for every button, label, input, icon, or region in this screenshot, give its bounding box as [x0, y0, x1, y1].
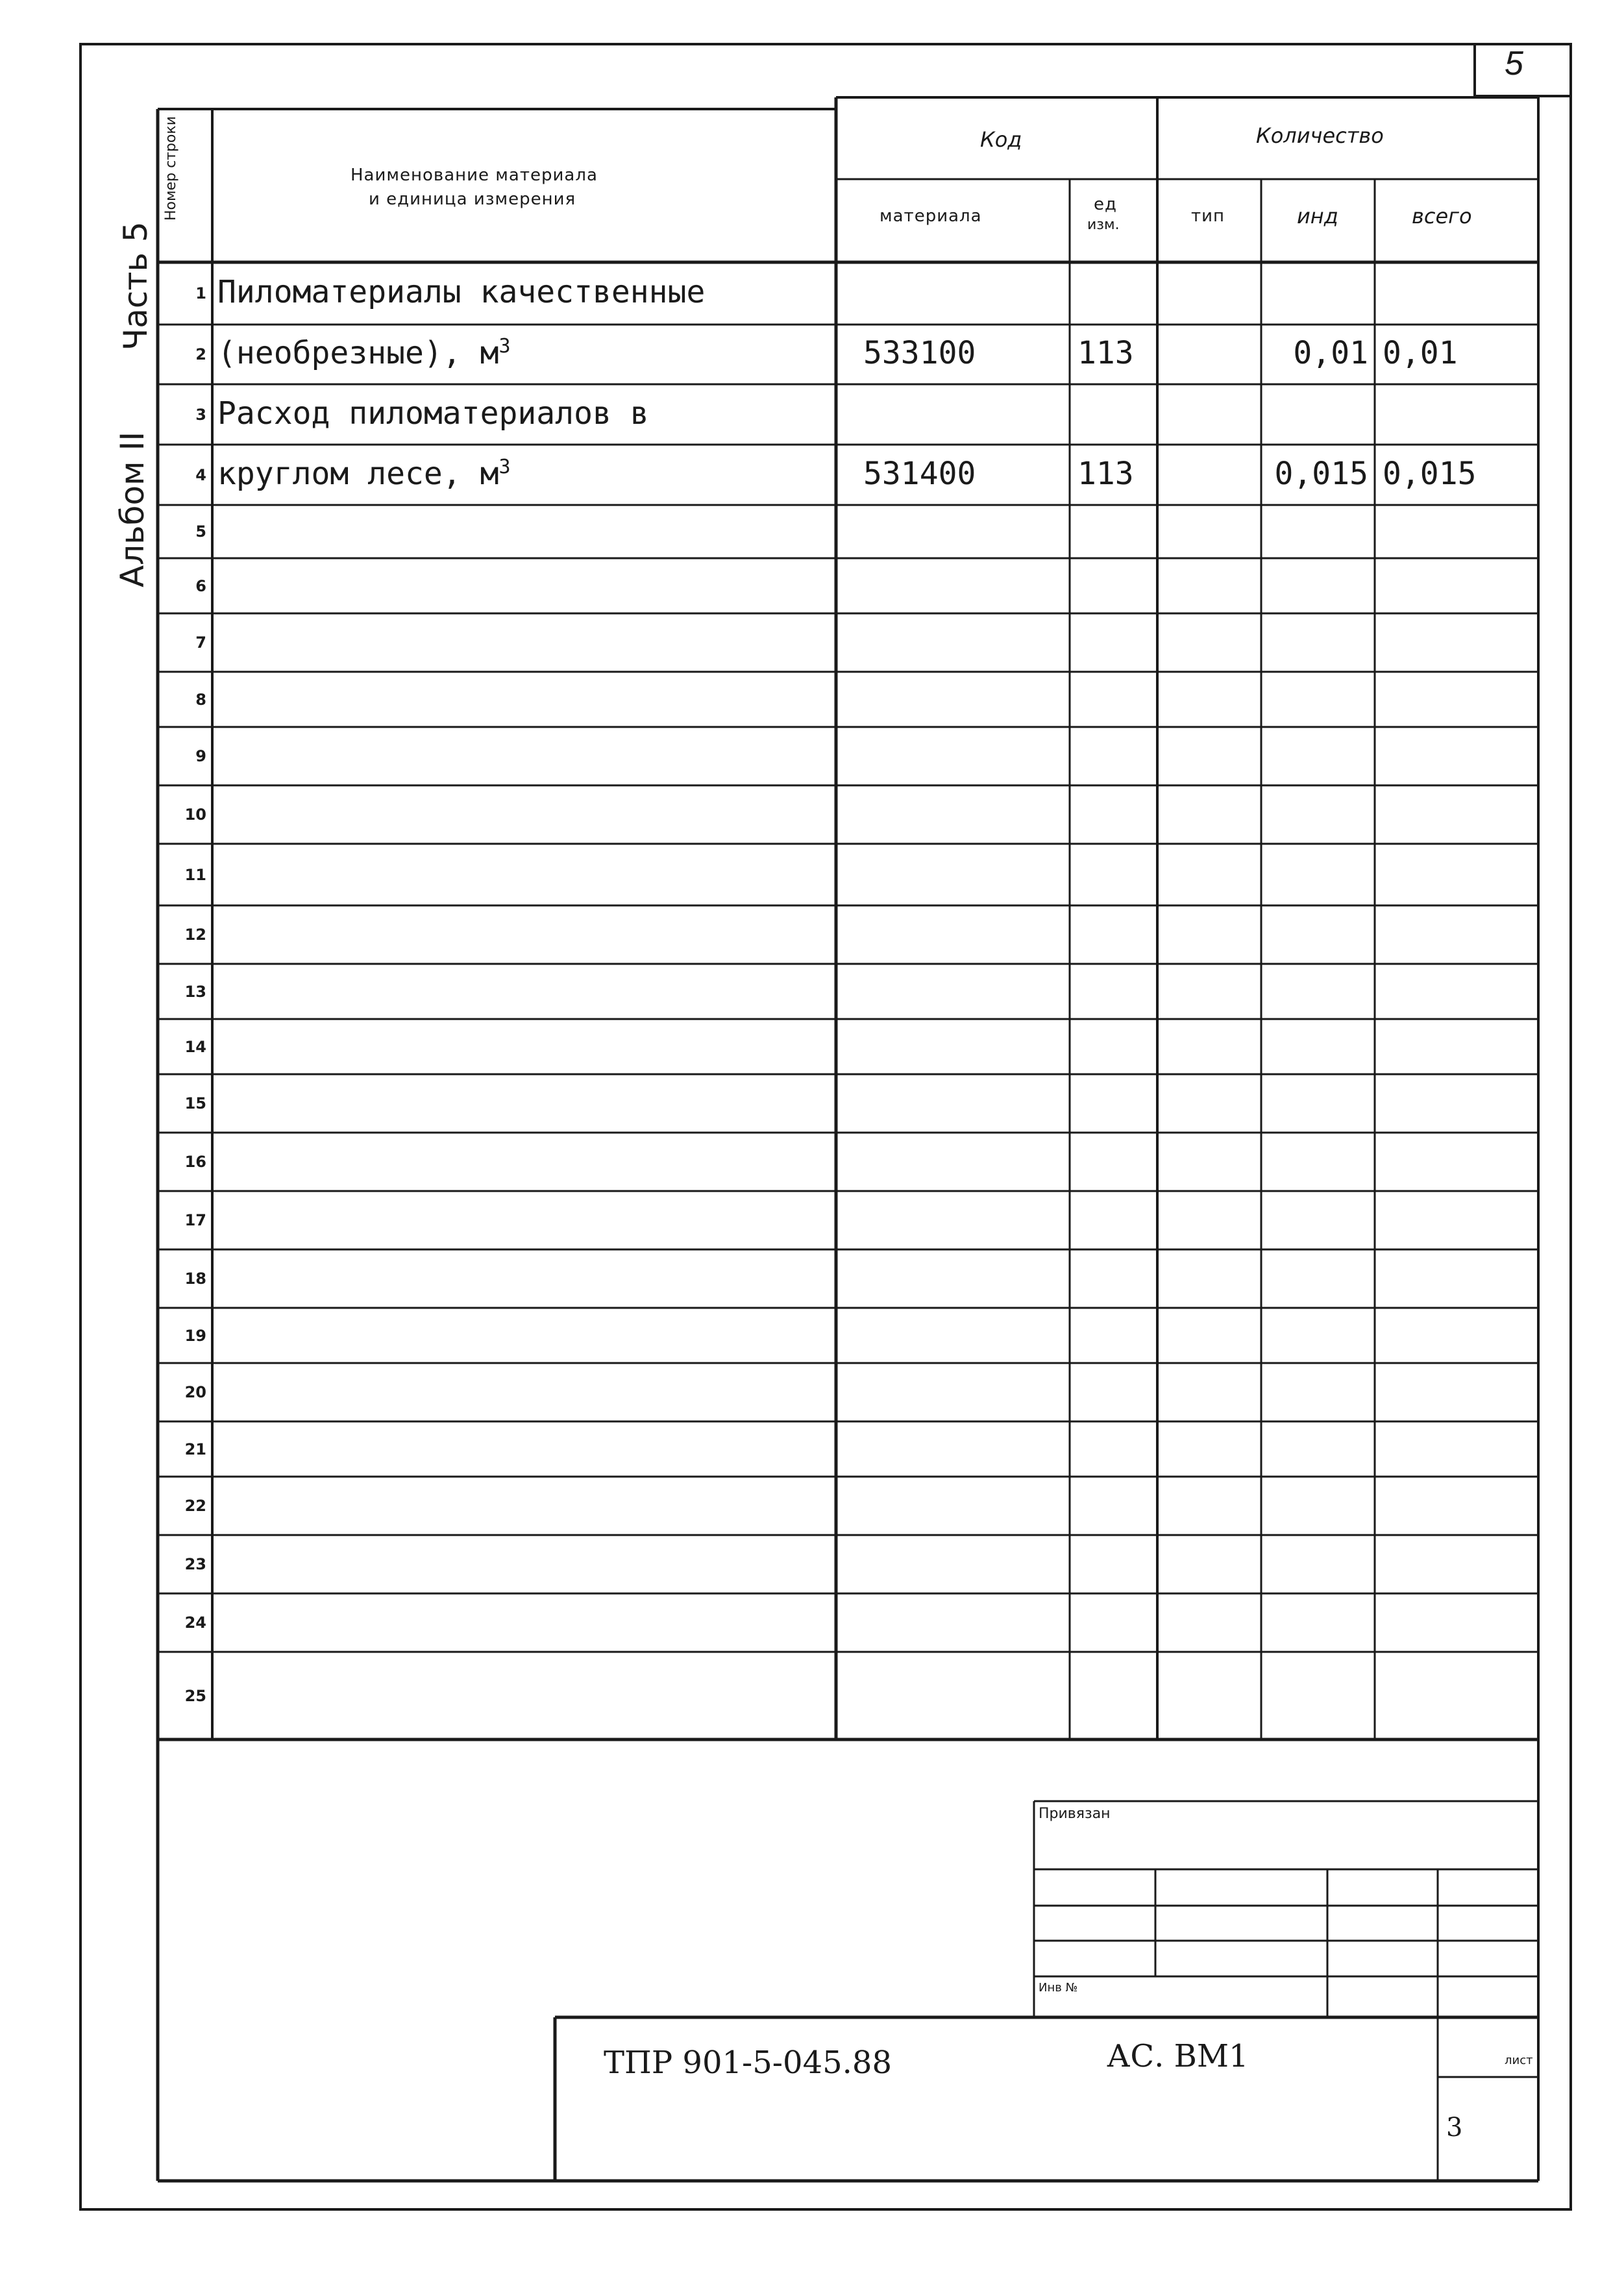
unit-superscript: 3	[498, 455, 511, 478]
row-number: 7	[195, 633, 206, 652]
row-number: 16	[184, 1153, 206, 1171]
row-number: 22	[184, 1497, 206, 1515]
row-number: 18	[184, 1270, 206, 1288]
row-number-header: Номер строки	[163, 116, 179, 221]
name-header-line2: и единица измерения	[369, 190, 576, 209]
row-number: 10	[184, 805, 206, 824]
row-number: 4	[195, 465, 206, 484]
row-number: 20	[184, 1383, 206, 1401]
unit-superscript: 3	[498, 335, 511, 358]
page-number: 5	[1505, 45, 1523, 82]
row-number: 19	[184, 1326, 206, 1345]
quantity-header: Количество	[1256, 123, 1384, 148]
row-number: 5	[195, 522, 206, 541]
total-quantity: 0,015	[1383, 455, 1477, 492]
ind-header: инд	[1297, 204, 1338, 228]
row-number: 13	[184, 982, 206, 1001]
ind-quantity: 0,01	[1293, 335, 1368, 371]
row-number: 1	[195, 284, 206, 302]
material-name: Пиломатериалы качественные	[217, 274, 706, 310]
row-number: 2	[195, 345, 206, 363]
row-number: 17	[184, 1211, 206, 1229]
ind-quantity: 0,015	[1274, 455, 1368, 492]
type-header: тип	[1191, 206, 1225, 226]
row-number: 23	[184, 1555, 206, 1573]
sheet-number: 3	[1446, 2113, 1463, 2143]
row-number: 3	[195, 405, 206, 424]
album-label: Альбом II	[114, 431, 151, 587]
inv-no-label: Инв №	[1039, 1981, 1078, 1995]
material-code: 531400	[863, 455, 976, 492]
document-code: ТПР 901-5-045.88	[604, 2045, 892, 2081]
material-name: (необрезные), $м^3$	[217, 335, 511, 371]
row-number: 9	[195, 747, 206, 765]
unit-header-line1: ед	[1094, 195, 1117, 214]
unit-code: 113	[1077, 455, 1134, 492]
kod-header: Код	[980, 127, 1022, 152]
row-number: 6	[195, 576, 206, 595]
row-number: 14	[184, 1037, 206, 1056]
row-number: 11	[184, 865, 206, 884]
total-header: всего	[1412, 204, 1472, 228]
row-number: 15	[184, 1094, 206, 1112]
material-header: материала	[880, 206, 982, 226]
material-name: круглом лесе, $м^3$	[217, 455, 511, 492]
unit-header-line2: изм.	[1087, 217, 1120, 233]
privyazan-label: Привязан	[1039, 1806, 1111, 1822]
material-name: Расход пиломатериалов в	[217, 395, 649, 432]
document-mark: АС. ВМ1	[1107, 2038, 1249, 2074]
row-number: 12	[184, 926, 206, 944]
part-label: Часть 5	[117, 221, 154, 350]
row-number: 8	[195, 690, 206, 709]
total-quantity: 0,01	[1383, 335, 1458, 371]
sheet-label: лист	[1505, 2054, 1533, 2067]
material-code: 533100	[863, 335, 976, 371]
row-number: 25	[184, 1686, 206, 1705]
unit-code: 113	[1077, 335, 1134, 371]
row-number: 21	[184, 1440, 206, 1458]
row-number: 24	[184, 1614, 206, 1632]
name-header-line1: Наименование материала	[351, 166, 598, 185]
